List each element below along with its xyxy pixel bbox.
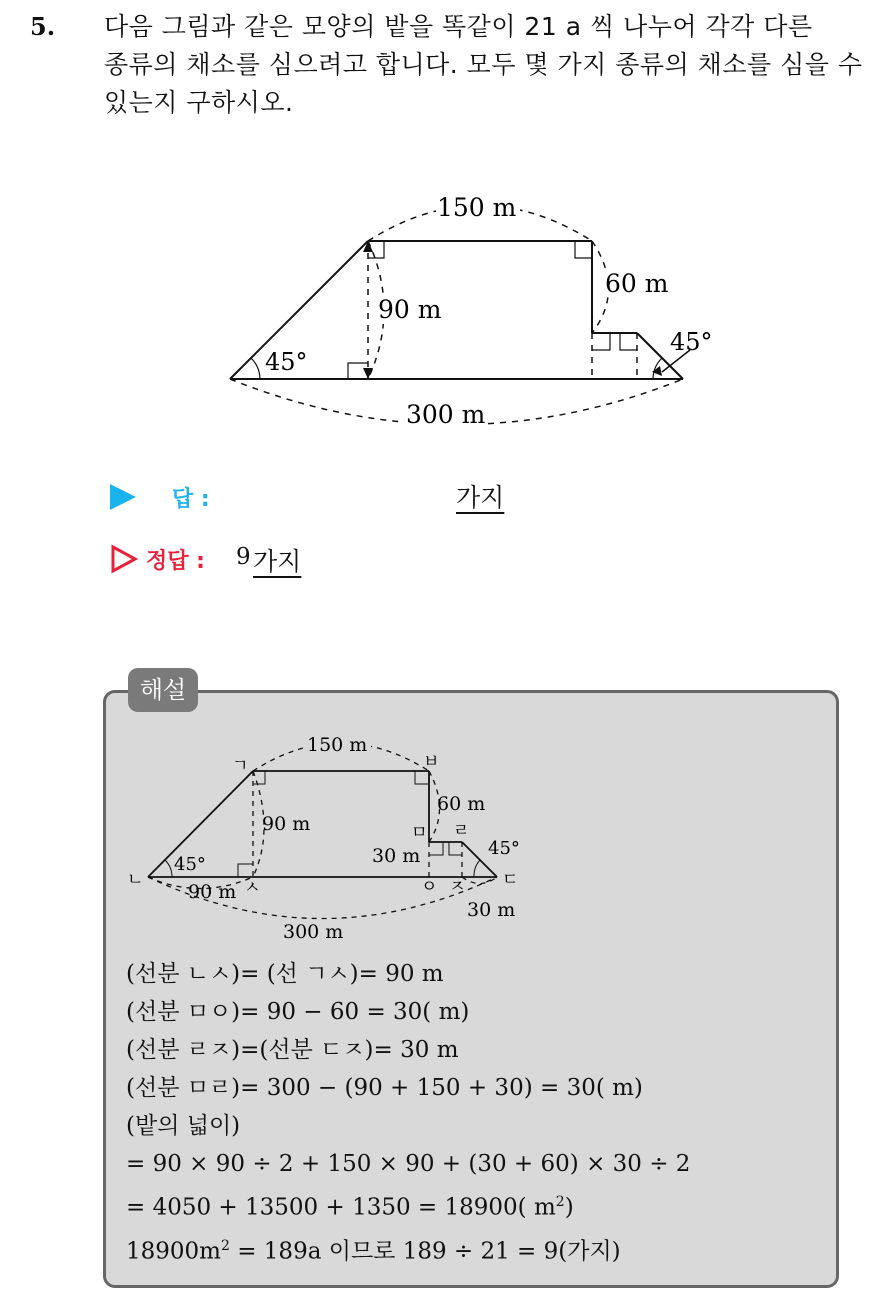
right-height-label: 60 m	[605, 269, 669, 298]
sol-right-label: 60 m	[437, 793, 486, 815]
question-line-2: 종류의 채소를 심으려고 합니다. 모두 몇 가지 종류의 채소를 심을 수	[104, 50, 863, 79]
solution-line: = 90 × 90 ÷ 2 + 150 × 90 + (30 + 60) × 30 ÷ 2	[126, 1151, 691, 1177]
bottom-length-label: 300 m	[406, 400, 486, 429]
sol-right-seg-label: 30 m	[467, 899, 516, 921]
top-length-label: 150 m	[437, 193, 517, 222]
correct-unit: 가지	[253, 547, 302, 576]
height-label: 90 m	[378, 295, 442, 324]
point-o: ㅇ	[421, 877, 438, 897]
point-g: ㄱ	[232, 756, 249, 776]
solution-line-part: 18900m	[126, 1238, 221, 1265]
superscript: 2	[220, 1237, 230, 1254]
solution-line: (선분 ㄴㅅ)= (선 ㄱㅅ)= 90 m	[126, 961, 444, 987]
solution-line	[126, 1227, 690, 1271]
sol-right-angle: 45°	[488, 838, 520, 859]
left-angle-label: 45°	[265, 348, 308, 376]
solution-line: (밭의 넓이)	[126, 1113, 241, 1139]
solution-line: (선분 ㅁㄹ)= 300 − (90 + 150 + 30) = 30( m)	[126, 1075, 643, 1101]
solution-text	[126, 955, 690, 1270]
correct-label: 정답 :	[146, 549, 205, 574]
superscript: 2	[555, 1194, 565, 1210]
solution-line-part: = 189a 이므로 189 ÷ 21 = 9(가지)	[229, 1238, 621, 1265]
point-b: ㅂ	[423, 752, 440, 772]
solution-tab: 해설	[128, 668, 198, 712]
right-angle-label: 45°	[670, 328, 713, 356]
solution-line-part: )	[564, 1194, 574, 1221]
point-j: ㅈ	[449, 877, 466, 897]
sol-height-label: 90 m	[262, 813, 311, 835]
sol-left-seg-label: 90 m	[188, 881, 237, 903]
solution-line	[126, 1183, 690, 1227]
point-d: ㄷ	[502, 870, 519, 890]
question-number: 5.	[30, 12, 56, 41]
solution-line-part: = 4050 + 13500 + 1350 = 18900( m	[126, 1194, 556, 1221]
point-r: ㄹ	[453, 821, 470, 841]
question-line-3: 있는지 구하시오.	[104, 88, 294, 117]
point-n: ㄴ	[127, 870, 144, 890]
sol-step-label: 30 m	[372, 845, 421, 867]
answer-label: 답 :	[172, 487, 210, 512]
sol-left-angle: 45°	[174, 854, 206, 875]
answer-unit: 가지	[456, 483, 505, 512]
solution-line: (선분 ㄹㅈ)=(선분 ㄷㅈ)= 30 m	[126, 1037, 459, 1063]
question-line-1: 다음 그림과 같은 모양의 밭을 똑같이 21 a 씩 나누어 각각 다른	[104, 12, 813, 41]
point-m: ㅁ	[411, 823, 428, 843]
sol-top-label: 150 m	[307, 734, 368, 756]
sol-bottom-label: 300 m	[283, 921, 344, 943]
point-s: ㅅ	[244, 878, 261, 898]
correct-value: 9	[236, 544, 251, 570]
solution-line: (선분 ㅁㅇ)= 90 − 60 = 30( m)	[126, 999, 470, 1025]
